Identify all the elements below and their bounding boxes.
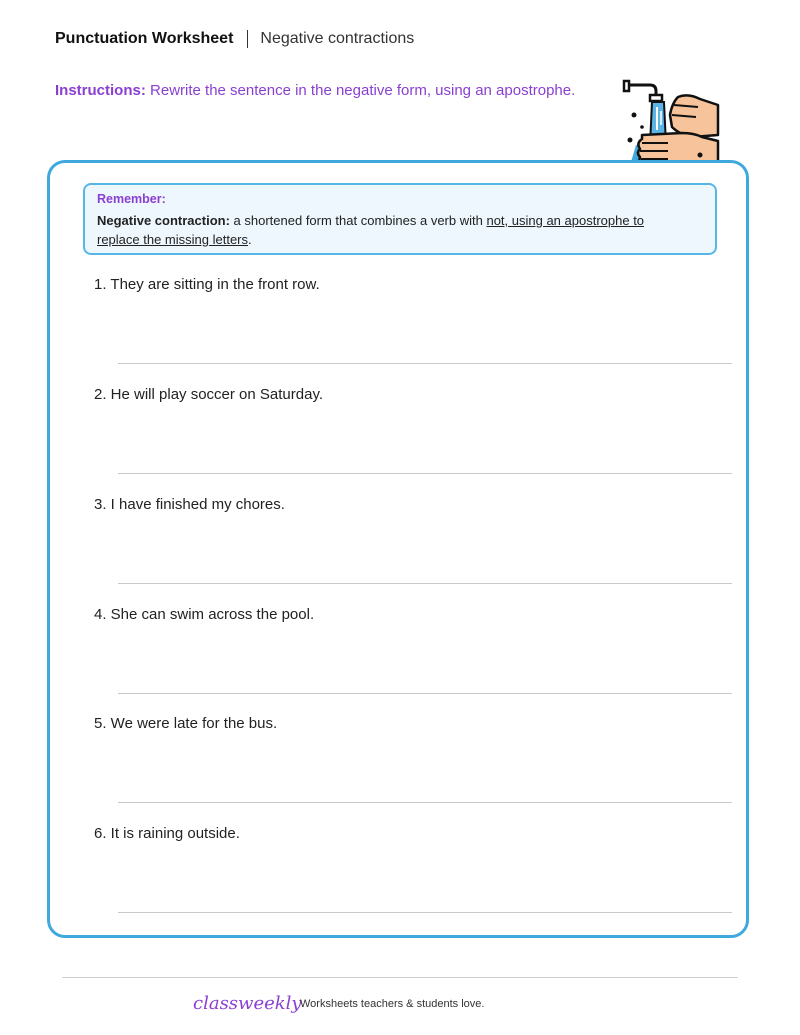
question-5: 5. We were late for the bus. [94, 715, 278, 732]
instructions-text: Rewrite the sentence in the negative form, using an apostrophe. [150, 82, 576, 99]
definition-text: a shortened form that combines a verb with [233, 213, 483, 228]
question-3: 3. I have finished my chores. [94, 496, 285, 513]
question-1: 1. They are sitting in the front row. [94, 276, 320, 293]
question-2: 2. He will play soccer on Saturday. [94, 386, 323, 403]
footer-tagline: Worksheets teachers & students love. [300, 998, 485, 1010]
worksheet-title: Punctuation Worksheet [55, 30, 234, 47]
answer-line-2[interactable] [118, 473, 732, 474]
remember-box [83, 183, 717, 255]
footer-divider [62, 977, 738, 978]
answer-line-6[interactable] [118, 912, 732, 913]
question-4: 4. She can swim across the pool. [94, 606, 315, 623]
definition-underlined-2: replace the missing letters [97, 232, 249, 247]
remember-definition [97, 211, 703, 249]
worksheet-subtitle: Negative contractions [260, 30, 415, 47]
answer-line-4[interactable] [118, 693, 732, 694]
remember-title: Remember: [97, 192, 166, 206]
instructions [55, 82, 575, 99]
instructions-label: Instructions: [55, 82, 146, 99]
answer-line-5[interactable] [118, 802, 732, 803]
brand-logo: classweekly [193, 993, 302, 1014]
header-divider [247, 30, 248, 48]
answer-line-3[interactable] [118, 583, 732, 584]
worksheet-header [55, 30, 414, 48]
definition-end: . [248, 232, 252, 247]
question-6: 6. It is raining outside. [94, 825, 240, 842]
definition-term: Negative contraction: [97, 213, 230, 228]
answer-line-1[interactable] [118, 363, 732, 364]
definition-underlined-1: not, using an apostrophe to [486, 213, 645, 228]
